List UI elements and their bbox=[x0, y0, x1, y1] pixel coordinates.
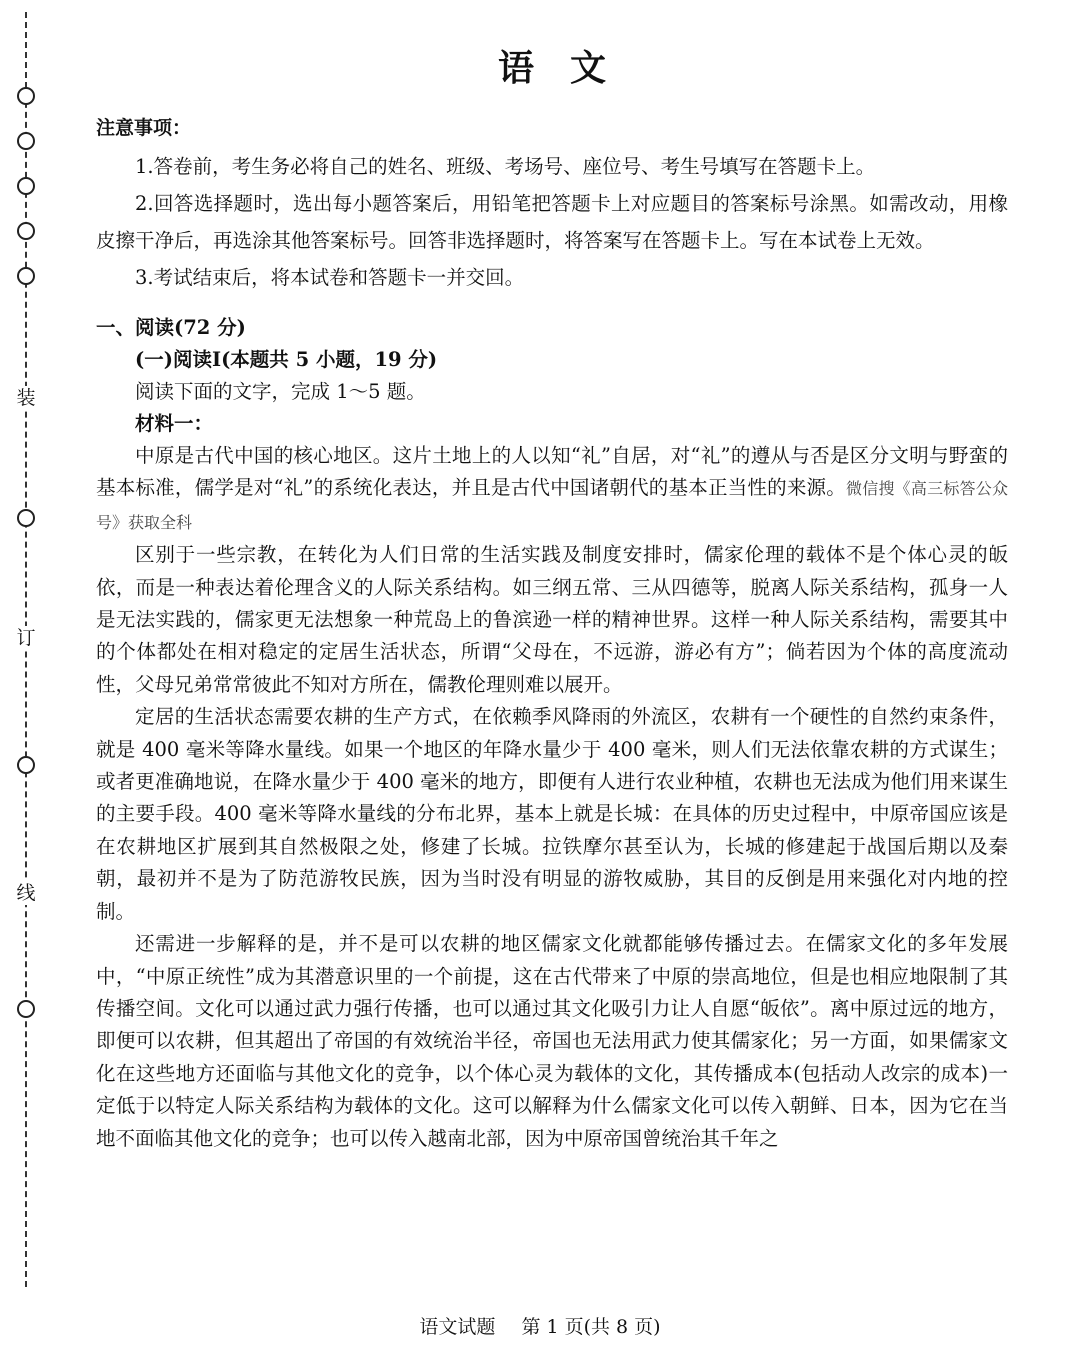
notice-item: 2.回答选择题时，选出每小题答案后，用铅笔把答题卡上对应题目的答案标号涂黑。如需改动，用橡皮擦干净后，再选涂其他答案标号。回答非选择题时，将答案写在答题卡上。写在本试卷上无效。 bbox=[96, 192, 1008, 252]
binding-char-ding: 订 bbox=[14, 626, 38, 650]
passage-paragraph: 定居的生活状态需要农耕的生产方式，在依赖季风降雨的外流区，农耕有一个硬性的自然约束条件，就是 400 毫米等降水量线。如果一个地区的年降水量少于 400 毫米，则人们无法依靠农耕的方式谋生；或者更准确地说，在降水量少于 400 毫米的地方，即便有人进行农业种植，农耕也无法成为他们用来谋生的主要手段。400 毫米等降水量线的分布北界，基本上就是长城：在具体的历史过程中，中原帝国应该是在农耕地区扩展到其自然极限之处，修建了长城。拉铁摩尔甚至认为，长城的修建起于战国后期以及秦朝，最初并不是为了防范游牧民族，因为当时没有明显的游牧威胁，其目的反倒是用来强化对内地的控制。 bbox=[96, 705, 1008, 923]
punch-hole bbox=[17, 1000, 35, 1018]
passage-paragraph: 还需进一步解释的是，并不是可以农耕的地区儒家文化就都能够传播过去。在儒家文化的多年发展中，“中原正统性”成为其潜意识里的一个前提，这在古代带来了中原的崇高地位，但是也相应地限制了其传播空间。文化可以通过武力强行传播，也可以通过其文化吸引力让人自愿“皈依”。离中原过远的地方，即便可以农耕，但其超出了帝国的有效统治半径，帝国也无法用武力使其儒家化；另一方面，如果儒家文化在这些地方还面临与其他文化的竞争，以个体心灵为载体的文化，其传播成本(包括动人改宗的成本)一定低于以特定人际关系结构为载体的文化。这可以解释为什么儒家文化可以传入朝鲜、日本，因为它在当地不面临其他文化的竞争；也可以传入越南北部，因为中原帝国曾统治其千年之 bbox=[96, 932, 1008, 1150]
punch-hole bbox=[17, 222, 35, 240]
footer-subject: 语文试题 bbox=[419, 1316, 496, 1338]
notice-item: 3.考试结束后，将本试卷和答题卡一并交回。 bbox=[135, 266, 525, 289]
page-footer bbox=[0, 1312, 1080, 1339]
punch-hole bbox=[17, 177, 35, 195]
binding-margin bbox=[0, 0, 60, 1357]
passage-paragraph bbox=[96, 440, 1008, 539]
passage-text: 中原是古代中国的核心地区。这片土地上的人以知“礼”自居，对“礼”的遵从与否是区分文明与野蛮的基本标准，儒学是对“礼”的系统化表达，并且是古代中国诸朝代的基本正当性的来源。 bbox=[96, 444, 1008, 500]
section-heading: 一、阅读(72 分) bbox=[96, 316, 246, 339]
instruction: 阅读下面的文字，完成 1～5 题。 bbox=[135, 380, 426, 403]
punch-hole bbox=[17, 87, 35, 105]
punch-hole bbox=[17, 756, 35, 774]
passage-paragraph: 区别于一些宗教，在转化为人们日常的生活实践及制度安排时，儒家伦理的载体不是个体心灵的皈依，而是一种表达着伦理含义的人际关系结构。如三纲五常、三从四德等，脱离人际关系结构，孤身一人是无法实践的，儒家更无法想象一种荒岛上的鲁滨逊一样的精神世界。这样一种人际关系结构，需要其中的个体都处在相对稳定的定居生活状态，所谓“父母在，不远游，游必有方”；倘若因为个体的高度流动性，父母兄弟常常彼此不知对方所在，儒教伦理则难以展开。 bbox=[96, 543, 1008, 696]
binding-char-zhuang: 装 bbox=[14, 386, 38, 410]
material-label: 材料一： bbox=[135, 412, 214, 435]
watermark-text: 微信搜《高三标答公众号》获取全科 bbox=[96, 479, 1008, 532]
notice-heading: 注意事项： bbox=[96, 117, 192, 139]
subsection-heading: (一)阅读Ⅰ(本题共 5 小题，19 分) bbox=[135, 348, 438, 371]
exam-page bbox=[96, 40, 1008, 1155]
punch-hole bbox=[17, 267, 35, 285]
notice-list bbox=[96, 148, 1008, 296]
notice-item: 1.答卷前，考生务必将自己的姓名、班级、考场号、座位号、考生号填写在答题卡上。 bbox=[135, 155, 876, 178]
punch-hole bbox=[17, 132, 35, 150]
punch-hole bbox=[17, 509, 35, 527]
footer-page-number: 第 1 页(共 8 页) bbox=[521, 1316, 661, 1338]
binding-char-xian: 线 bbox=[14, 881, 38, 905]
page-title: 语文 bbox=[497, 47, 642, 89]
